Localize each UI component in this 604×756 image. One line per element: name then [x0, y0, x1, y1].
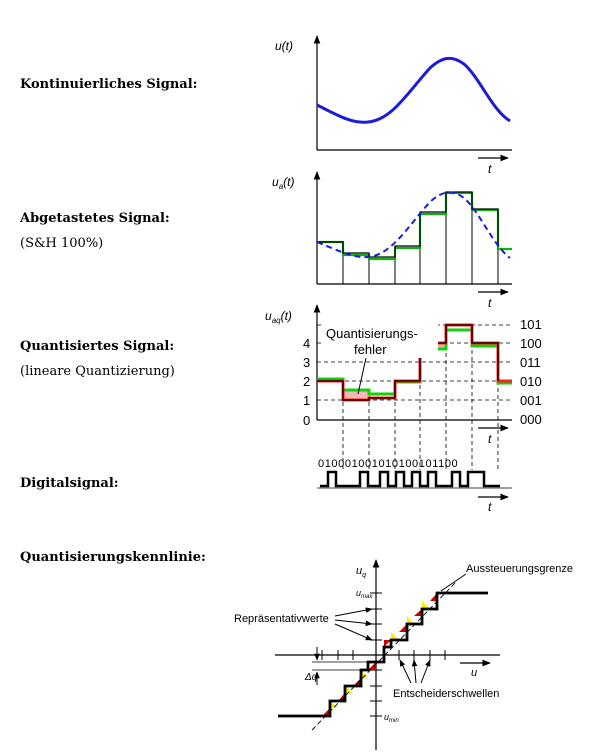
quantized-signal-label: Quantisiertes Signal:	[20, 339, 175, 354]
sampled-plot	[272, 172, 512, 310]
code-011: 011	[520, 355, 541, 370]
digital-waveform	[320, 472, 500, 486]
level-4: 4	[303, 336, 311, 351]
threshold-label: Entscheiderschwellen	[393, 688, 500, 700]
level-2: 2	[303, 374, 311, 389]
sampled-signal-sub: (S&H 100%)	[20, 236, 104, 251]
level-0: 0	[303, 413, 311, 428]
level-3: 3	[303, 355, 311, 370]
continuous-curve	[317, 58, 510, 122]
digital-signal-label: Digitalsignal:	[20, 476, 119, 491]
delta-q-label: Δq	[305, 672, 318, 683]
code-100: 100	[520, 336, 542, 351]
quantized-plot	[265, 305, 542, 470]
continuous-signal-label: Kontinuierliches Signal:	[20, 77, 198, 92]
digital-plot	[317, 458, 512, 514]
representative-label: Repräsentativwerte	[234, 613, 329, 625]
representative-arrow-2	[335, 620, 372, 624]
error-label-line1: Quantisierungs-	[326, 326, 418, 341]
umax-label: $u_{max}$	[356, 588, 373, 600]
threshold-arrow-1	[400, 660, 411, 683]
sampled-signal-label: Abgetastetes Signal:	[20, 211, 170, 226]
limit-label: Aussteuerungsgrenze	[466, 563, 574, 575]
sampled-u-label: $u_a(t)$	[272, 175, 295, 191]
error-label-line2: fehler	[354, 342, 387, 357]
continuous-u-label: u(t)	[275, 39, 293, 53]
level-1: 1	[303, 393, 311, 408]
sampled-t-label: t	[488, 296, 492, 310]
characteristic-label: Quantisierungskennlinie:	[20, 550, 206, 565]
characteristic-plot	[234, 560, 573, 750]
quantized-t-label: t	[488, 432, 492, 446]
digital-t-label: t	[488, 500, 492, 514]
code-001: 001	[520, 393, 542, 408]
char-uq-label: $u_q$	[356, 565, 367, 579]
threshold-arrow-2	[414, 660, 416, 683]
umin-label: $u_{min}$	[384, 712, 399, 724]
representative-arrow-1	[335, 609, 372, 616]
quantized-u-label: $u_{aq}(t)$	[265, 309, 292, 325]
continuous-t-label: t	[488, 162, 492, 176]
char-u-label: u	[471, 667, 478, 679]
digital-bits: 010001001010100101100	[318, 458, 459, 470]
representative-arrow-3	[335, 624, 372, 640]
code-101: 101	[520, 317, 542, 332]
limit-pointer	[441, 574, 466, 591]
sampled-sh-line	[317, 193, 512, 259]
quantized-signal-sub: (lineare Quantizierung)	[20, 364, 175, 379]
code-000: 000	[520, 412, 542, 427]
continuous-plot	[275, 36, 512, 176]
threshold-arrow-3	[421, 660, 430, 683]
code-010: 010	[520, 374, 542, 389]
